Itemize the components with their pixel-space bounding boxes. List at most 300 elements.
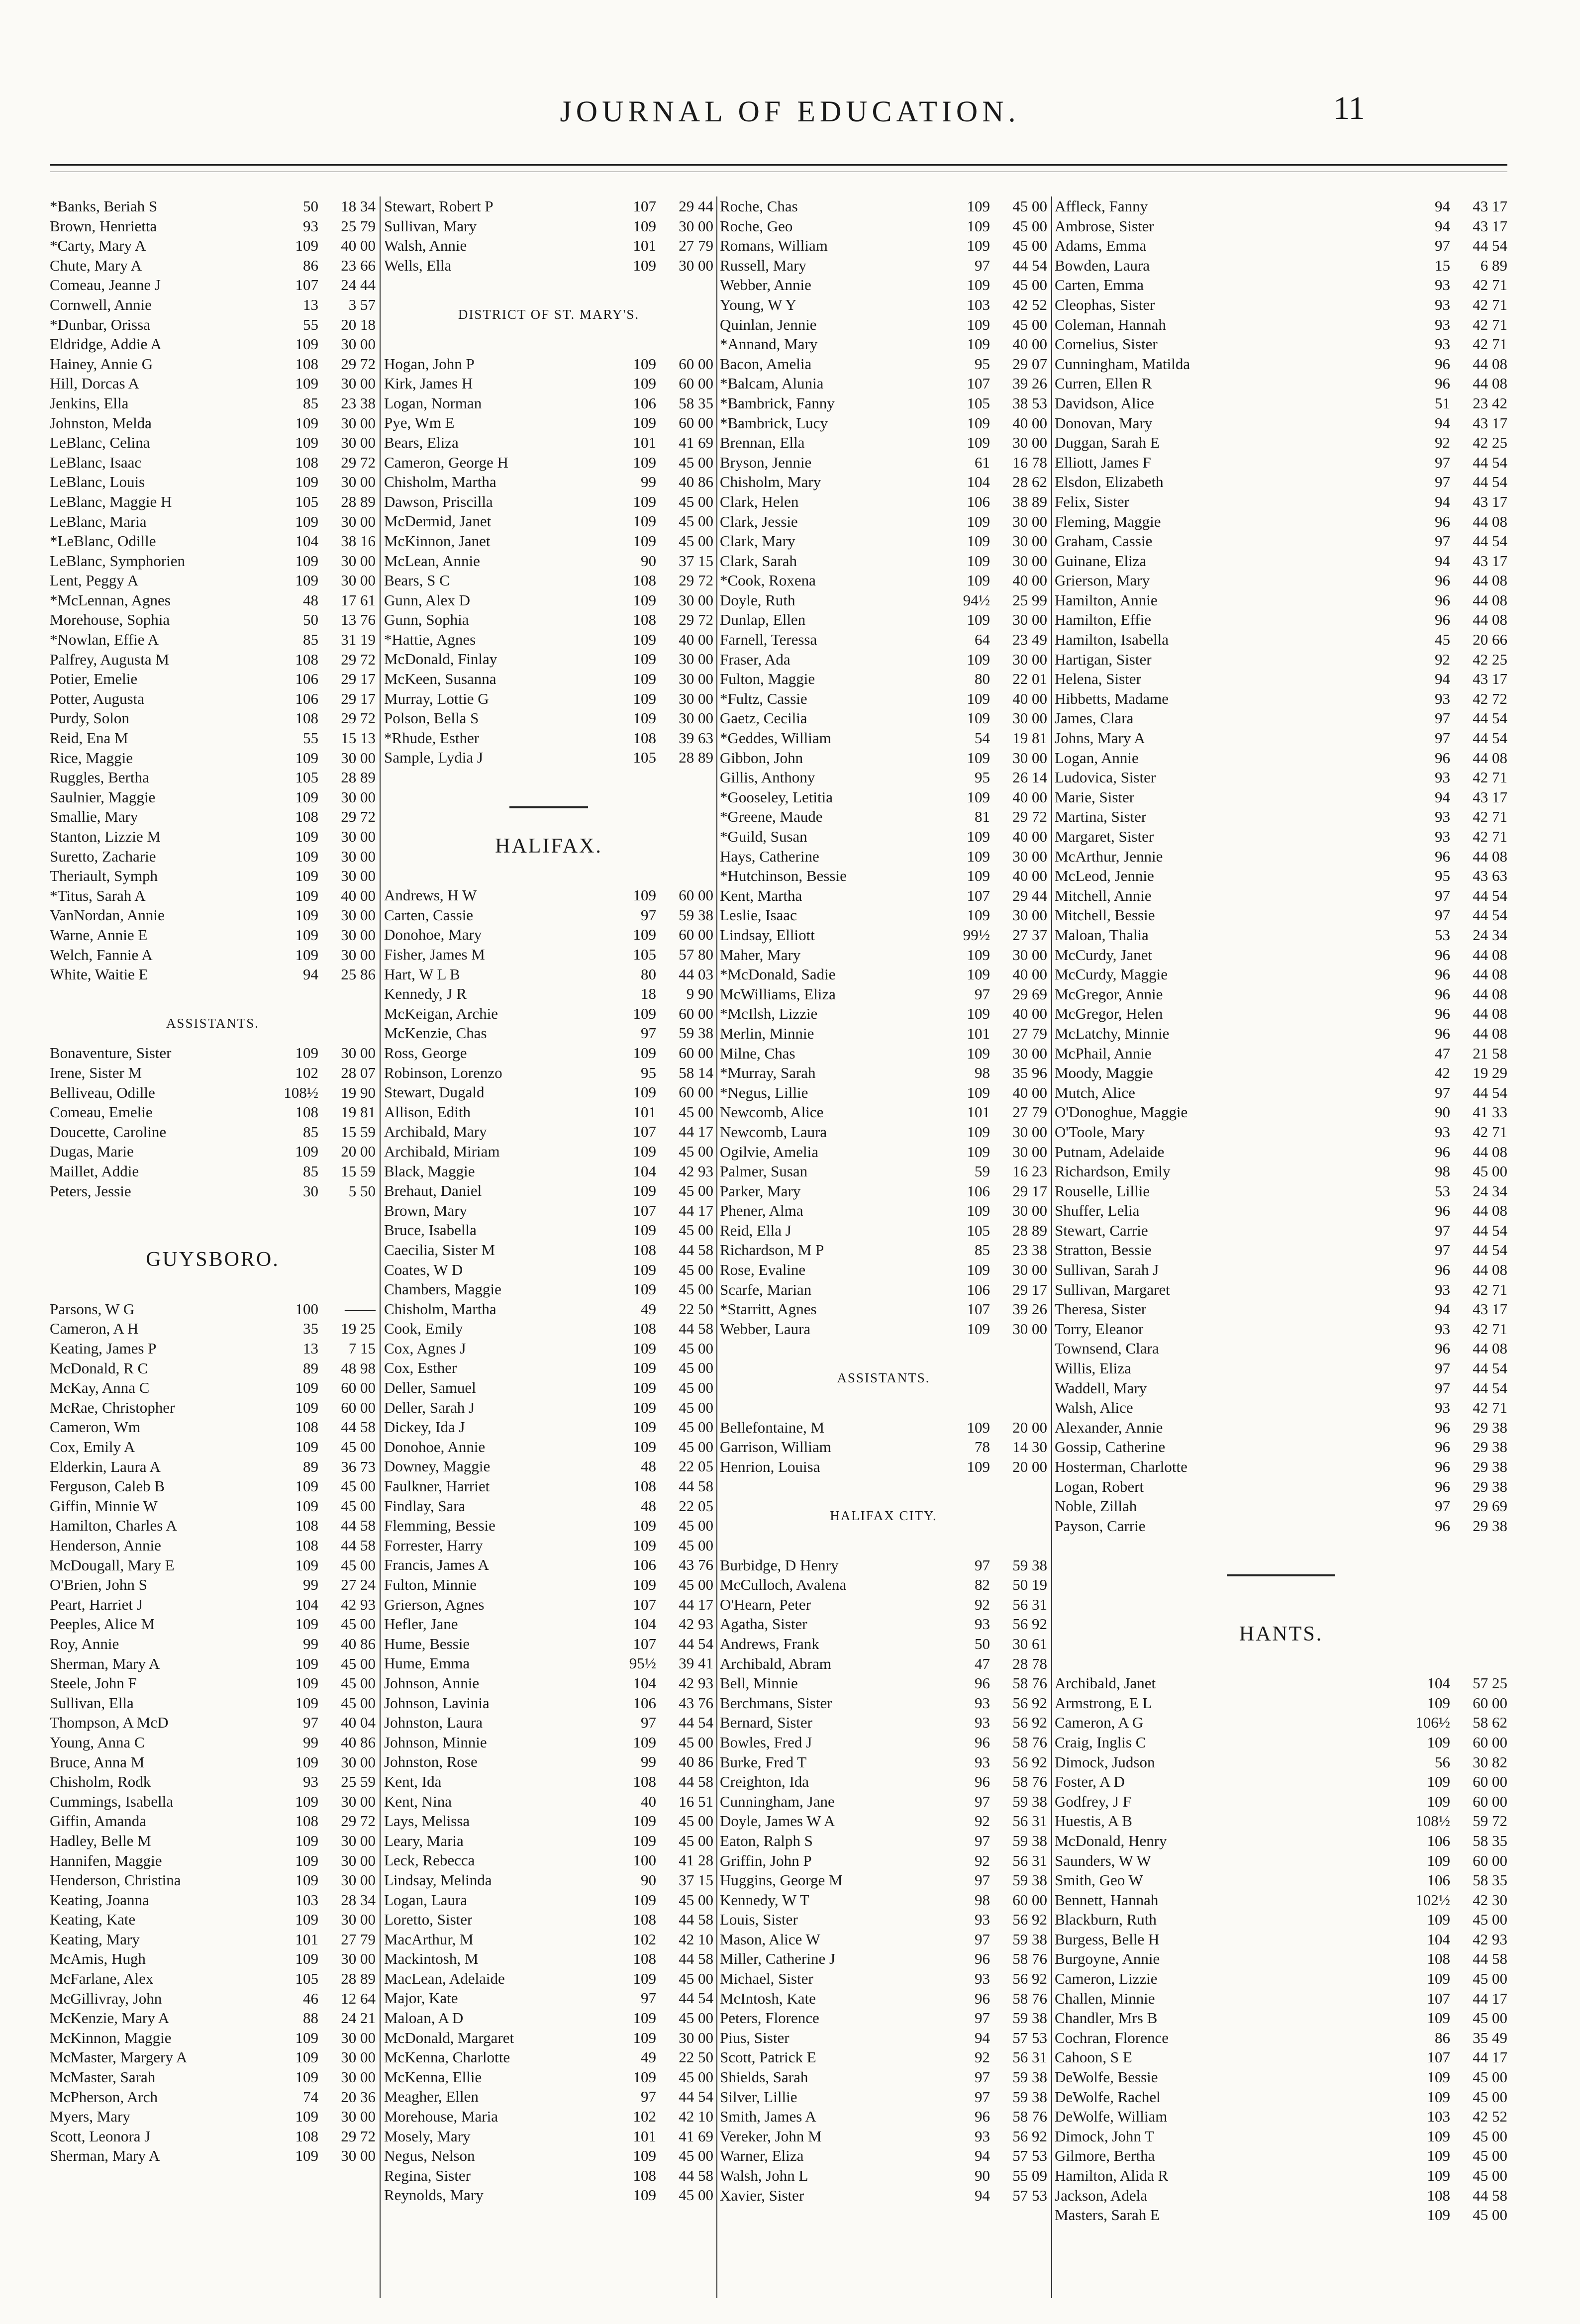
teacher-row xyxy=(1055,256,1507,276)
teacher-row xyxy=(1055,295,1507,315)
days-taught: 108 xyxy=(1427,2186,1450,2204)
grant-amount: 30 00 xyxy=(1012,1320,1047,1338)
teacher-name: Bears, Eliza xyxy=(384,433,459,451)
days-taught: 74 xyxy=(303,2088,318,2106)
teacher-name: Andrews, Frank xyxy=(720,1635,819,1652)
days-taught: 97 xyxy=(641,2088,656,2106)
teacher-row xyxy=(50,236,376,256)
days-taught: 108 xyxy=(633,572,656,589)
days-taught: 109 xyxy=(295,414,318,432)
teacher-name: Grierson, Mary xyxy=(1055,572,1150,589)
days-taught: 109 xyxy=(1427,1733,1450,1751)
grant-amount: 45 00 xyxy=(679,1969,713,1987)
teacher-name: O'Hearn, Peter xyxy=(720,1595,811,1613)
grant-amount: 44 17 xyxy=(1473,1989,1507,2007)
teacher-name: Fraser, Ada xyxy=(720,650,790,668)
teacher-name: Kent, Ida xyxy=(384,1772,442,1790)
teacher-row xyxy=(720,1595,1047,1615)
district-heading: GUYSBORO. xyxy=(146,1248,280,1271)
teacher-name: McCurdy, Janet xyxy=(1055,946,1153,964)
teacher-name: Challen, Minnie xyxy=(1055,1989,1155,2007)
teacher-row xyxy=(720,1240,1047,1260)
teacher-name: Stratton, Bessie xyxy=(1055,1241,1152,1259)
grant-amount: 44 54 xyxy=(1473,886,1507,904)
teacher-row xyxy=(720,1614,1047,1634)
teacher-row xyxy=(384,689,713,709)
days-taught: 109 xyxy=(633,1438,656,1455)
grant-amount: 45 00 xyxy=(679,1536,713,1554)
teacher-row xyxy=(384,1988,713,2008)
teacher-row xyxy=(50,1043,376,1063)
days-taught: 94 xyxy=(1435,1300,1450,1318)
grant-amount: 44 54 xyxy=(1473,473,1507,491)
days-taught: 108 xyxy=(295,355,318,373)
grant-amount: 45 00 xyxy=(1012,276,1047,294)
days-taught: 93 xyxy=(975,1714,990,1732)
teacher-row xyxy=(720,1280,1047,1300)
days-taught: 93 xyxy=(303,1773,318,1791)
days-taught: 109 xyxy=(295,2029,318,2046)
grant-amount: 42 10 xyxy=(679,1930,713,1948)
grant-amount: 44 08 xyxy=(1473,985,1507,1003)
days-taught: 109 xyxy=(967,552,990,570)
grant-amount: 26 14 xyxy=(1012,769,1047,786)
days-taught: 104 xyxy=(1427,1930,1450,1948)
teacher-row xyxy=(720,945,1047,965)
teacher-name: Webber, Annie xyxy=(720,276,811,294)
teacher-name: Moody, Maggie xyxy=(1055,1064,1153,1082)
grant-amount: 17 61 xyxy=(341,591,376,609)
teacher-name: Graham, Cassie xyxy=(1055,532,1153,550)
teacher-name: Kent, Nina xyxy=(384,1792,452,1810)
teacher-name: Peters, Florence xyxy=(720,2009,819,2027)
teacher-row xyxy=(1055,531,1507,551)
teacher-name: Caecilia, Sister M xyxy=(384,1241,495,1259)
grant-amount: 29 69 xyxy=(1473,1497,1507,1515)
teacher-row xyxy=(384,511,713,531)
grant-amount: 45 00 xyxy=(679,1359,713,1377)
days-taught: 109 xyxy=(633,1260,656,1278)
teacher-name: McKay, Anna C xyxy=(50,1379,150,1397)
teacher-name: Smallie, Mary xyxy=(50,808,138,826)
days-taught: 96 xyxy=(1435,749,1450,767)
teacher-row xyxy=(1055,1989,1507,2009)
teacher-name: Hume, Emma xyxy=(384,1654,470,1672)
grant-amount: 44 54 xyxy=(1473,237,1507,255)
grant-amount: 30 00 xyxy=(679,591,713,609)
days-taught: 109 xyxy=(967,414,990,432)
teacher-name: *Guild, Susan xyxy=(720,828,807,845)
teacher-name: Newcomb, Alice xyxy=(720,1103,824,1121)
days-taught: 93 xyxy=(975,1615,990,1633)
days-taught: 107 xyxy=(1427,2048,1450,2066)
grant-amount: 59 38 xyxy=(1012,2068,1047,2086)
teacher-row xyxy=(720,2008,1047,2028)
days-taught: 109 xyxy=(295,1044,318,1062)
teacher-name: Godfrey, J F xyxy=(1055,1792,1131,1810)
days-taught: 55 xyxy=(303,729,318,747)
teacher-row xyxy=(50,374,376,393)
teacher-row xyxy=(50,2067,376,2087)
teacher-row xyxy=(50,630,376,650)
grant-amount: 45 00 xyxy=(341,1438,376,1456)
grant-amount: 60 00 xyxy=(1473,1792,1507,1810)
grant-amount: 59 38 xyxy=(1012,2088,1047,2106)
teacher-row xyxy=(384,571,713,590)
days-taught: 108 xyxy=(295,1517,318,1535)
teacher-row xyxy=(384,728,713,748)
teacher-name: Meagher, Ellen xyxy=(384,2088,479,2106)
grant-amount: 3 57 xyxy=(348,295,376,313)
teacher-row xyxy=(1055,2008,1507,2028)
days-taught: 109 xyxy=(633,1418,656,1436)
grant-amount: 45 00 xyxy=(1473,2068,1507,2086)
teacher-name: Cunningham, Jane xyxy=(720,1792,835,1810)
teacher-row xyxy=(720,1221,1047,1241)
days-taught: 109 xyxy=(967,946,990,964)
grant-amount: 45 00 xyxy=(1473,2147,1507,2165)
days-taught: 109 xyxy=(1427,2147,1450,2165)
teacher-name: Cox, Emily A xyxy=(50,1438,135,1456)
teacher-name: Deller, Sarah J xyxy=(384,1398,475,1416)
teacher-row xyxy=(384,1260,713,1280)
teacher-name: Belliveau, Odille xyxy=(50,1083,155,1101)
teacher-name: Chandler, Mrs B xyxy=(1055,2009,1158,2027)
teacher-name: Forrester, Harry xyxy=(384,1536,483,1554)
teacher-name: Maloan, Thalia xyxy=(1055,926,1149,944)
teacher-row xyxy=(720,1102,1047,1122)
teacher-row xyxy=(720,689,1047,709)
teacher-name: McMaster, Sarah xyxy=(50,2068,156,2086)
grant-amount: 23 49 xyxy=(1012,631,1047,649)
grant-amount: 44 58 xyxy=(1473,1950,1507,1968)
days-taught: 105 xyxy=(967,394,990,412)
teacher-name: Rose, Evaline xyxy=(720,1261,806,1279)
days-taught: 80 xyxy=(641,965,656,983)
teacher-name: Affleck, Fanny xyxy=(1055,197,1148,215)
grant-amount: 9 90 xyxy=(686,985,713,1003)
days-taught: 47 xyxy=(975,1654,990,1672)
teacher-row xyxy=(50,1772,376,1792)
grant-amount: 60 00 xyxy=(679,414,713,432)
teacher-row xyxy=(50,787,376,807)
teacher-row xyxy=(720,669,1047,689)
grant-amount: 28 78 xyxy=(1012,1654,1047,1672)
days-taught: 109 xyxy=(967,315,990,333)
teacher-name: VanNordan, Annie xyxy=(50,906,165,924)
teacher-name: *Bambrick, Fanny xyxy=(720,394,835,412)
teacher-row xyxy=(1055,1733,1507,1752)
grant-amount: 45 00 xyxy=(679,492,713,510)
days-taught: 94 xyxy=(1435,552,1450,570)
teacher-name: Archibald, Miriam xyxy=(384,1142,500,1160)
days-taught: 109 xyxy=(295,1615,318,1633)
grant-amount: 45 00 xyxy=(679,1221,713,1239)
grant-amount: 57 53 xyxy=(1012,2186,1047,2204)
teacher-name: Michael, Sister xyxy=(720,1970,813,1988)
days-taught: 108½ xyxy=(1415,1812,1450,1830)
days-taught: 48 xyxy=(641,1457,656,1475)
teacher-row xyxy=(720,571,1047,590)
days-taught: 94 xyxy=(1435,788,1450,806)
teacher-row xyxy=(1055,354,1507,374)
teacher-row xyxy=(384,1162,713,1181)
teacher-row xyxy=(50,1654,376,1674)
grant-amount: 29 72 xyxy=(679,572,713,589)
grant-amount: 45 00 xyxy=(679,453,713,471)
grant-amount: 45 00 xyxy=(679,1260,713,1278)
teacher-row xyxy=(384,1536,713,1555)
grant-amount: 44 58 xyxy=(679,2166,713,2184)
teacher-row xyxy=(384,1713,713,1733)
grant-amount: 45 00 xyxy=(679,1891,713,1909)
grant-amount: 29 72 xyxy=(341,453,376,471)
teacher-row xyxy=(720,374,1047,393)
days-taught: 109 xyxy=(633,217,656,235)
teacher-name: LeBlanc, Isaac xyxy=(50,453,142,471)
teacher-name: Dimock, Judson xyxy=(1055,1753,1155,1771)
teacher-row xyxy=(720,236,1047,256)
teacher-row xyxy=(50,1536,376,1555)
days-taught: 109 xyxy=(295,1143,318,1161)
grant-amount: 40 86 xyxy=(341,1635,376,1652)
grant-amount: 30 00 xyxy=(679,256,713,274)
grant-amount: 29 72 xyxy=(341,355,376,373)
days-taught: 86 xyxy=(303,256,318,274)
teacher-row xyxy=(384,1181,713,1201)
days-taught: 108 xyxy=(295,1103,318,1121)
days-taught: 109 xyxy=(633,2009,656,2027)
teacher-row xyxy=(384,1240,713,1260)
grant-amount: 30 00 xyxy=(341,2048,376,2066)
days-taught: 101 xyxy=(967,1103,990,1121)
grant-amount: 44 08 xyxy=(1473,355,1507,373)
teacher-row xyxy=(384,1850,713,1870)
grant-amount: 30 00 xyxy=(1012,552,1047,570)
teacher-name: Theriault, Symph xyxy=(50,867,158,885)
grant-amount: 44 08 xyxy=(1473,1340,1507,1357)
teacher-row xyxy=(720,1201,1047,1221)
teacher-row xyxy=(1055,1831,1507,1851)
teacher-name: Mosely, Mary xyxy=(384,2127,471,2145)
grant-amount: 44 08 xyxy=(1473,1024,1507,1042)
grant-amount: 30 00 xyxy=(679,650,713,668)
grant-amount: 60 00 xyxy=(679,375,713,392)
grant-amount: 42 71 xyxy=(1473,769,1507,786)
teacher-name: Bryson, Jennie xyxy=(720,453,812,471)
days-taught: 92 xyxy=(975,2048,990,2066)
days-taught: 96 xyxy=(975,1733,990,1751)
teacher-name: Allison, Edith xyxy=(384,1103,471,1121)
days-taught: 101 xyxy=(633,237,656,255)
days-taught: 108 xyxy=(295,1537,318,1554)
teacher-row xyxy=(384,1752,713,1772)
days-taught: 90 xyxy=(641,552,656,570)
teacher-row xyxy=(384,472,713,492)
teacher-row xyxy=(50,2008,376,2028)
teacher-name: Stewart, Robert P xyxy=(384,197,494,215)
journal-title: JOURNAL OF EDUCATION. xyxy=(560,95,1020,128)
days-taught: 109 xyxy=(967,689,990,707)
grant-amount: 20 00 xyxy=(1012,1457,1047,1475)
teacher-name: Blackburn, Ruth xyxy=(1055,1911,1157,1929)
grant-amount: 30 00 xyxy=(341,828,376,845)
days-taught: 40 xyxy=(641,1792,656,1810)
grant-amount: 30 00 xyxy=(341,473,376,491)
teacher-name: Agatha, Sister xyxy=(720,1615,807,1633)
teacher-row xyxy=(384,2087,713,2107)
teacher-row xyxy=(1055,610,1507,630)
days-taught: 109 xyxy=(295,1694,318,1712)
days-taught: 93 xyxy=(1435,1320,1450,1338)
teacher-row xyxy=(384,945,713,965)
column-4 xyxy=(1055,196,1507,2298)
column-2 xyxy=(384,196,713,2298)
teacher-name: Hamilton, Alida R xyxy=(1055,2167,1169,2184)
teacher-row xyxy=(1055,866,1507,886)
grant-amount: 45 00 xyxy=(1473,2206,1507,2224)
grant-amount: 44 08 xyxy=(1473,749,1507,767)
days-taught: 61 xyxy=(975,453,990,471)
grant-amount: 45 00 xyxy=(679,1733,713,1751)
teacher-row xyxy=(720,551,1047,571)
days-taught: 94 xyxy=(1435,414,1450,432)
days-taught: 109 xyxy=(633,1083,656,1101)
grant-amount: 30 00 xyxy=(1012,906,1047,924)
grant-amount: 29 44 xyxy=(1012,886,1047,904)
teacher-name: Clark, Jessie xyxy=(720,512,798,530)
grant-amount: 28 07 xyxy=(341,1064,376,1081)
days-taught: 97 xyxy=(641,1989,656,2007)
grant-amount: 60 00 xyxy=(679,1004,713,1022)
days-taught: 109 xyxy=(633,1536,656,1554)
teacher-name: Cornwell, Annie xyxy=(50,295,152,313)
teacher-row xyxy=(50,1083,376,1103)
grant-amount: 42 93 xyxy=(679,1615,713,1633)
teacher-row xyxy=(1055,1772,1507,1792)
days-taught: 94 xyxy=(975,2186,990,2204)
teacher-row xyxy=(1055,1142,1507,1162)
teacher-name: Donohoe, Mary xyxy=(384,926,482,944)
days-taught: 108 xyxy=(633,1950,656,1968)
teacher-name: Potter, Augusta xyxy=(50,689,144,707)
grant-amount: 29 72 xyxy=(341,808,376,826)
days-taught: 109 xyxy=(967,709,990,727)
days-taught: 50 xyxy=(303,611,318,629)
days-taught: 109 xyxy=(967,847,990,865)
teacher-name: Brown, Henrietta xyxy=(50,217,157,235)
teacher-name: Logan, Robert xyxy=(1055,1477,1144,1495)
days-taught: 108 xyxy=(295,1418,318,1436)
grant-amount: 45 00 xyxy=(1473,2088,1507,2106)
days-taught: 109 xyxy=(633,1182,656,1200)
grant-amount: 30 00 xyxy=(341,847,376,865)
teacher-row xyxy=(720,196,1047,216)
teacher-name: Brehaut, Daniel xyxy=(384,1182,482,1200)
teacher-name: Logan, Annie xyxy=(1055,749,1139,767)
grant-amount: 30 00 xyxy=(1012,847,1047,865)
teacher-row xyxy=(384,1792,713,1812)
teacher-name: McCulloch, Avalena xyxy=(720,1576,847,1594)
days-taught: 99 xyxy=(303,1576,318,1594)
days-taught: 93 xyxy=(1435,828,1450,845)
teacher-row xyxy=(720,2087,1047,2107)
teacher-name: Duggan, Sarah E xyxy=(1055,434,1160,452)
days-taught: 97 xyxy=(975,1556,990,1574)
grant-amount: 30 00 xyxy=(1012,1261,1047,1279)
teacher-name: McKenzie, Chas xyxy=(384,1024,487,1042)
grant-amount: 23 66 xyxy=(341,256,376,274)
teacher-row xyxy=(1055,1260,1507,1280)
teacher-row xyxy=(384,1496,713,1516)
grant-amount: 30 61 xyxy=(1012,1635,1047,1652)
grant-amount: 41 69 xyxy=(679,433,713,451)
teacher-name: Donovan, Mary xyxy=(1055,414,1153,432)
grant-amount: 7 15 xyxy=(348,1340,376,1357)
teacher-row xyxy=(720,1575,1047,1595)
days-taught: 48 xyxy=(303,591,318,609)
grant-amount: 40 00 xyxy=(1012,867,1047,885)
grant-amount: 44 17 xyxy=(1473,2048,1507,2066)
teacher-row xyxy=(384,1398,713,1418)
teacher-row xyxy=(1055,1890,1507,1910)
teacher-name: Parsons, W G xyxy=(50,1300,135,1318)
teacher-row xyxy=(720,925,1047,945)
teacher-name: Findlay, Sara xyxy=(384,1497,466,1515)
days-taught: 97 xyxy=(1435,1241,1450,1259)
spacer xyxy=(50,1201,376,1221)
days-taught: 101 xyxy=(295,1930,318,1948)
days-taught: 108 xyxy=(295,1812,318,1830)
teacher-row xyxy=(50,453,376,473)
grant-amount: 60 00 xyxy=(341,1379,376,1397)
teacher-name: Comeau, Jeanne J xyxy=(50,276,161,294)
teacher-row xyxy=(1055,216,1507,236)
teacher-row xyxy=(50,295,376,315)
days-taught: 13 xyxy=(303,1340,318,1357)
teacher-row xyxy=(1055,1004,1507,1024)
days-taught: 105 xyxy=(967,1221,990,1239)
grant-amount: 36 73 xyxy=(341,1457,376,1475)
teacher-name: Torry, Eleanor xyxy=(1055,1320,1144,1338)
grant-amount: 25 79 xyxy=(341,217,376,235)
teacher-name: Craig, Inglis C xyxy=(1055,1733,1146,1751)
grant-amount: 44 17 xyxy=(679,1201,713,1219)
teacher-row xyxy=(1055,472,1507,492)
days-taught: 102 xyxy=(633,2108,656,2126)
teacher-name: Helena, Sister xyxy=(1055,670,1141,688)
teacher-row xyxy=(1055,1181,1507,1201)
grant-amount: 45 00 xyxy=(679,532,713,550)
teacher-name: Hosterman, Charlotte xyxy=(1055,1458,1187,1475)
days-taught: 109 xyxy=(295,1911,318,1929)
teacher-name: McKenna, Charlotte xyxy=(384,2048,510,2066)
teacher-row xyxy=(50,1319,376,1339)
grant-amount: 29 44 xyxy=(679,197,713,215)
grant-amount: 16 78 xyxy=(1012,453,1047,471)
teacher-name: Armstrong, E L xyxy=(1055,1694,1152,1712)
teacher-row xyxy=(384,531,713,551)
teacher-row xyxy=(1055,1477,1507,1497)
teacher-row xyxy=(1055,1437,1507,1457)
days-taught: 107 xyxy=(633,1123,656,1141)
grant-amount: 44 58 xyxy=(341,1418,376,1436)
teacher-row xyxy=(720,453,1047,473)
days-taught: 109 xyxy=(633,1142,656,1160)
teacher-name: Morehouse, Maria xyxy=(384,2108,498,2126)
grant-amount: 43 17 xyxy=(1473,492,1507,510)
teacher-name: *McDonald, Sadie xyxy=(720,966,836,983)
